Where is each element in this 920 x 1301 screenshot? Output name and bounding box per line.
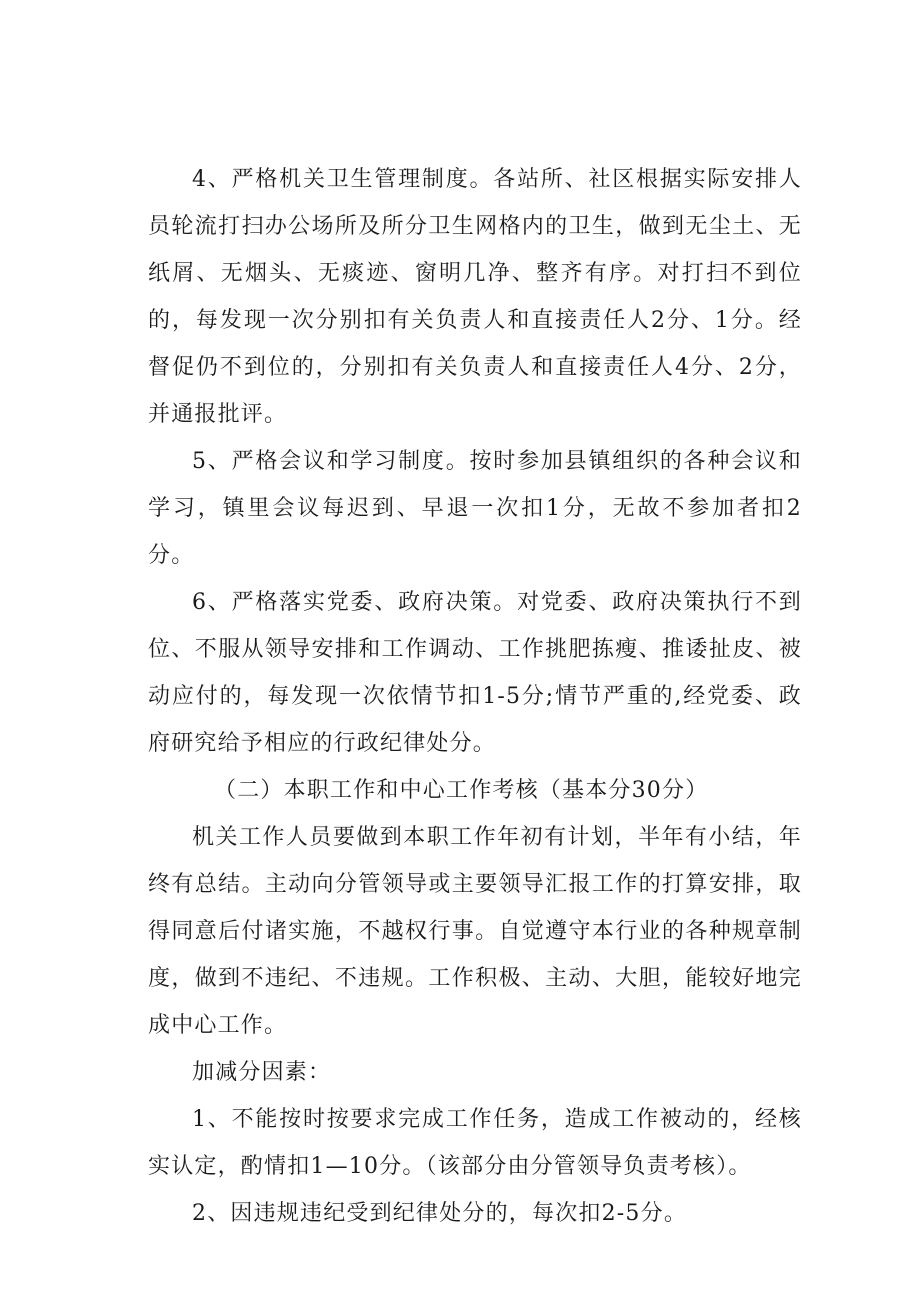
document-body <box>148 156 802 1237</box>
paragraph-item-4-sanitation: 4、严格机关卫生管理制度。各站所、社区根据实际安排人员轮流打扫办公场所及所分卫生网格内的卫生，做到无尘土、无纸屑、无烟头、无痰迹、窗明几净、整齐有序。对打扫不到位的，每发现一次分别扣有关负责人和直接责任人2分、1分。经督促仍不到位的，分别扣有关负责人和直接责任人4分、2分，并通报批评。 <box>148 167 802 427</box>
paragraph-score-factors-label: 加减分因素： <box>192 1060 332 1085</box>
paragraph-job-requirements: 机关工作人员要做到本职工作年初有计划，半年有小结，年终有总结。主动向分管领导或主要领导汇报工作的打算安排，取得同意后付诸实施，不越权行事。自觉遵守本行业的各种规章制度，做到不违纪、不违规。工作积极、主动、大胆，能较好地完成中心工作。 <box>148 825 802 1038</box>
paragraph-factor-1: 1、不能按时按要求完成工作任务，造成工作被动的，经核实认定，酌情扣1—10分。（该部分由分管领导负责考核）。 <box>148 1107 802 1179</box>
paragraph-item-5-meetings: 5、严格会议和学习制度。按时参加县镇组织的各种会议和学习，镇里会议每迟到、早退一次扣1分，无故不参加者扣2分。 <box>148 449 802 568</box>
paragraph-factor-2: 2、因违规违纪受到纪律处分的，每次扣2-5分。 <box>192 1201 688 1226</box>
section-heading: （二）本职工作和中心工作考核（基本分30分） <box>214 778 709 803</box>
paragraph-item-6-decisions: 6、严格落实党委、政府决策。对党委、政府决策执行不到位、不服从领导安排和工作调动、工作挑肥拣瘦、推诿扯皮、被动应付的，每发现一次依情节扣1-5分;情节严重的,经党委、政府研究给予相应的行政纪律处分。 <box>148 590 802 756</box>
